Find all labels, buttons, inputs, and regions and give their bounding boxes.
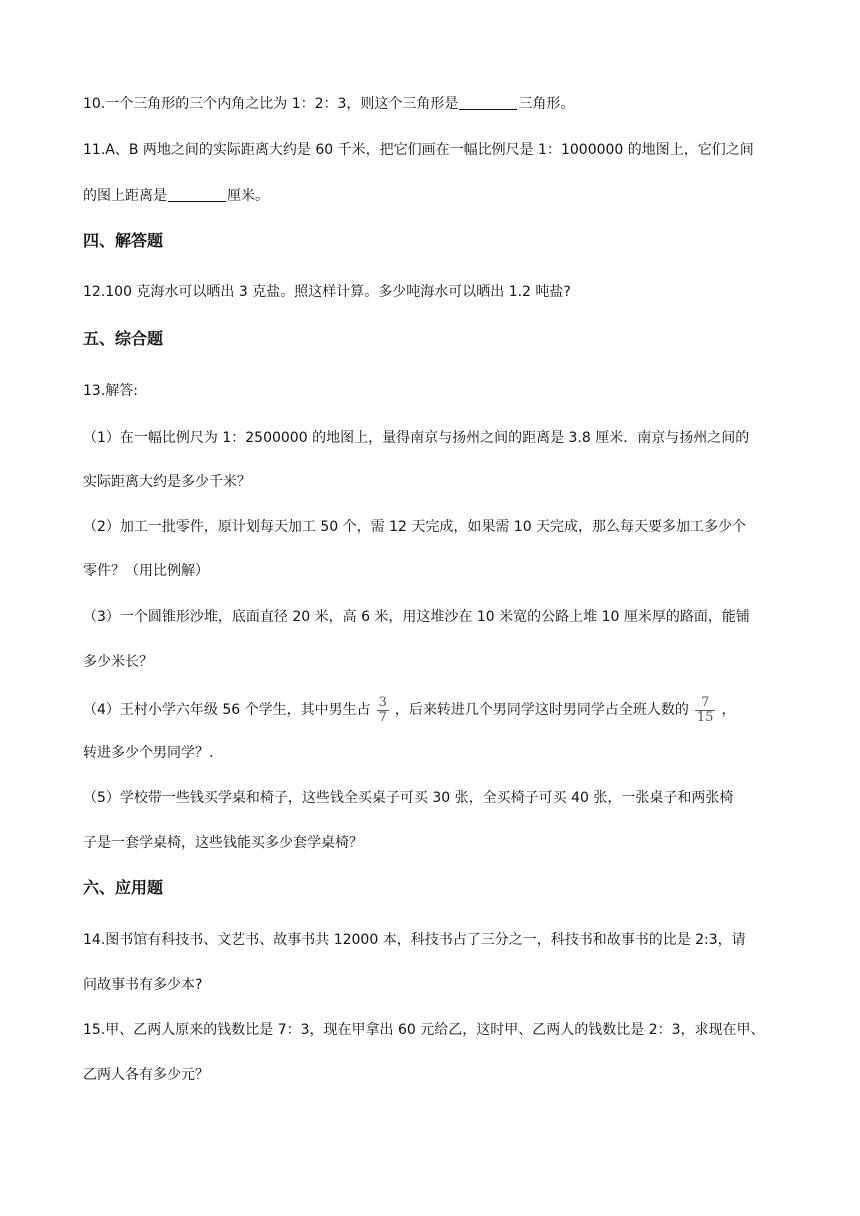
q11-answer-blank[interactable] [168, 186, 226, 202]
section-heading-6: 六、应用题 [83, 878, 164, 897]
fraction-denominator: 7 [378, 709, 387, 725]
q13-part1-line2: 实际距离大约是多少千米？ [83, 474, 251, 490]
q10-text-end: 三角形。 [518, 96, 575, 112]
question-14-line1: 14.图书馆有科技书、文艺书、故事书共 12000 本，科技书占了三分之一，科技书和故事书的比是 2:3，请 [83, 932, 746, 948]
q13-part2-line1: （2）加工一批零件，原计划每天加工 50 个，需 12 天完成，如果需 10 天完成，那么每天要多加工多少个 [83, 519, 747, 535]
q13-part3-line2: 多少米长？ [83, 654, 153, 670]
question-13-intro: 13.解答: [83, 383, 138, 399]
q13-part1-line1: （1）在一幅比例尺为 1：2500000 的地图上，量得南京与扬州之间的距离是 3.8 厘米．南京与扬州之间的 [83, 430, 750, 446]
fraction-numerator: 3 [378, 694, 387, 710]
q10-text: 10.一个三角形的三个内角之比为 1：2：3，则这个三角形是 [83, 96, 459, 112]
q13-part2-line2: 零件？（用比例解） [83, 563, 209, 579]
question-10 [83, 94, 574, 114]
fraction-denominator: 15 [696, 709, 714, 725]
fraction-three-sevenths [377, 696, 389, 725]
q13-part4-text: （4）王村小学六年级 56 个学生，其中男生占 [83, 702, 371, 718]
q13-part4-text-end: ， [721, 702, 736, 718]
q13-part5-line1: （5）学校带一些钱买学桌和椅子，这些钱全买桌子可买 30 张，全买椅子可买 40 张，一张桌子和两张椅 [83, 790, 734, 806]
fraction-numerator: 7 [701, 694, 710, 710]
section-heading-5: 五、综合题 [83, 329, 164, 348]
q13-part4-line2: 转进多少个男同学？. [83, 745, 214, 761]
fraction-seven-fifteenths [695, 696, 716, 725]
q13-part3-line1: （3）一个圆锥形沙堆，底面直径 20 米，高 6 米，用这堆沙在 10 米宽的公路上堆 10 厘米厚的路面，能铺 [83, 609, 750, 625]
section-heading-4: 四、解答题 [83, 231, 164, 250]
q10-answer-blank[interactable] [459, 94, 517, 110]
q11-text: 的图上距离是 [83, 188, 167, 204]
q13-part5-line2: 子是一套学桌椅，这些钱能买多少套学桌椅？ [83, 835, 363, 851]
question-11-line1: 11.A、B 两地之间的实际距离大约是 60 千米，把它们画在一幅比例尺是 1：1000000 的地图上，它们之间 [83, 142, 754, 158]
question-15-line2: 乙两人各有多少元？ [83, 1067, 209, 1083]
question-11-line2 [83, 186, 269, 206]
q13-part4-line1 [83, 694, 735, 726]
q11-text-end: 厘米。 [227, 188, 269, 204]
q13-part4-text-mid: ，后来转进几个男同学这时男同学占全班人数的 [394, 702, 689, 718]
question-15-line1: 15.甲、乙两人原来的钱数比是 7：3，现在甲拿出 60 元给乙，这时甲、乙两人的钱数比是 2：3，求现在甲、 [83, 1022, 765, 1038]
question-12: 12.100 克海水可以晒出 3 克盐。照这样计算。多少吨海水可以晒出 1.2 吨盐? [83, 284, 571, 300]
question-14-line2: 问故事书有多少本? [83, 977, 203, 993]
